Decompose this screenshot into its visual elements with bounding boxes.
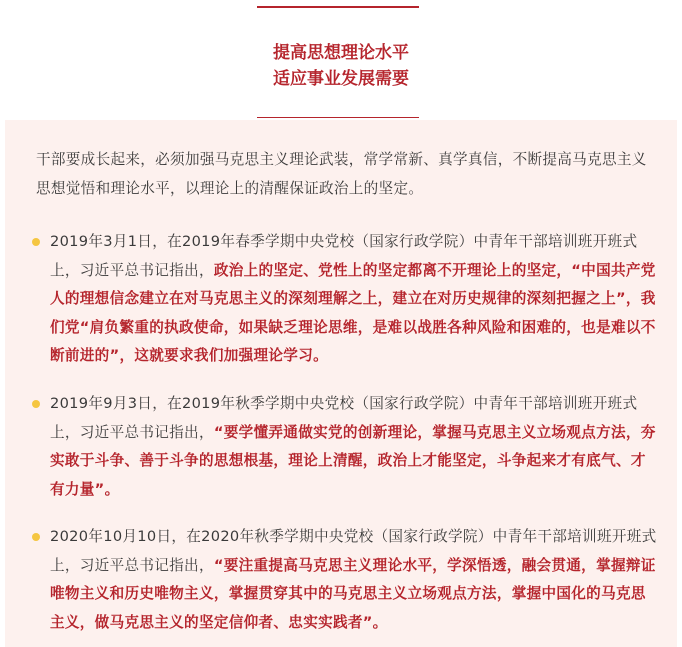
section-title (0, 40, 682, 92)
quote-item-2 (50, 390, 660, 504)
bullet-dot-icon (32, 238, 40, 246)
quote-item-3 (50, 523, 660, 637)
title-line-1: 提高思想理论水平 (273, 43, 409, 63)
quote-item-context: 2019年9月3日，在2019年秋季学期中央党校（国家行政学院）中青年干部培训班开班式上，习近平总书记指出， (50, 395, 638, 441)
intro-paragraph: 干部要成长起来，必须加强马克思主义理论武装，常学常新、真学真信，不断提高马克思主义思想觉悟和理论水平，以理论上的清醒保证政治上的坚定。 (36, 151, 647, 197)
quote-item-highlight: “要注重提高马克思主义理论水平，学深悟透，融会贯通，掌握辩证唯物主义和历史唯物主义，掌握贯穿其中的马克思主义立场观点方法，掌握中国化的马克思主义，做马克思主义的坚定信仰者、忠实实践者”。 (50, 556, 656, 631)
bullet-dot-icon (32, 400, 40, 408)
bullet-dot-icon (32, 533, 40, 541)
quote-item-1 (50, 228, 660, 371)
title-line-2: 适应事业发展需要 (273, 69, 409, 89)
quote-item-highlight: “要学懂弄通做实党的创新理论，掌握马克思主义立场观点方法，夯实敢于斗争、善于斗争的思想根基，理论上清醒，政治上才能坚定，斗争起来才有底气、才有力量”。 (50, 423, 656, 498)
top-divider (257, 6, 419, 8)
quote-item-highlight: 政治上的坚定、党性上的坚定都离不开理论上的坚定，“中国共产党人的理想信念建立在对马克思主义的深刻理解之上，建立在对历史规律的深刻把握之上”，我们党“肩负繁重的执政使命，如果缺乏理论思维，是难以战胜各种风险和困难的，也是难以不断前进的”，这就要求我们加强理论学习。 (50, 261, 656, 364)
quote-item-context: 2019年3月1日，在2019年春季学期中央党校（国家行政学院）中青年干部培训班开班式上，习近平总书记指出， (50, 233, 638, 279)
quote-item-context: 2020年10月10日，在2020年秋季学期中央党校（国家行政学院）中青年干部培训班开班式上，习近平总书记指出， (50, 528, 657, 574)
bottom-divider (257, 117, 419, 118)
